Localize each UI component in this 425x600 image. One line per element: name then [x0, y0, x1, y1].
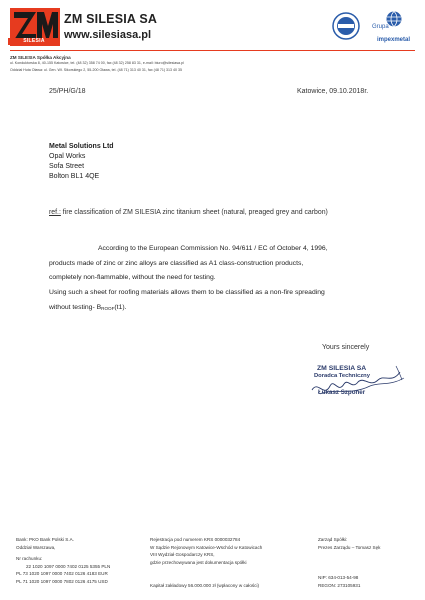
stamp-person: Łukasz Szponer	[318, 389, 366, 396]
certification-badge-icon	[332, 12, 360, 40]
bank-details	[16, 536, 110, 585]
regon-id: REGON: 273105931	[318, 582, 361, 588]
stamp-company: ZM SILESIA SA	[317, 365, 367, 372]
body-line: products made of zinc or zinc alloys are classified as A1 class-construction products,	[49, 260, 304, 267]
recipient-address-line: Sofa Street	[49, 163, 85, 170]
recipient-address-line: Bolton BL1 4QE	[49, 173, 100, 180]
place-and-date: Katowice, 09.10.2018r.	[297, 88, 369, 95]
account-number: 22 1020 1097 0000 7402 0125 5355 PLN	[26, 563, 111, 569]
company-ids	[318, 574, 360, 589]
recipient-company: Metal Solutions Ltd	[49, 143, 114, 150]
account-number: PL 73 1020 1097 0000 7402 0126 4183 EUR	[16, 571, 108, 576]
branch-address: Oddział Huta Oława: ul. Gen. Wł. Sikorskiego 2, 55-200 Oława, tel. (48 71) 313 40 31, fax (48 71) 313 40 35	[10, 68, 182, 72]
body-line: completely non-flammable, without the need for testing.	[49, 274, 216, 281]
bank-branch: Oddział Warszawa,	[16, 544, 56, 550]
broof-subscript: ROOF	[101, 306, 115, 311]
board-president: Prezes Zarządu – Tomasz Sęk	[318, 544, 381, 550]
account-label: Nr rachunku:	[16, 556, 43, 561]
registry-details	[150, 536, 262, 566]
group-brand: impexmetal	[377, 37, 411, 43]
header-divider	[10, 50, 415, 51]
board-label: Zarząd Spółki:	[318, 537, 348, 542]
subject-text: fire classification of ZM SILESIA zinc titanium sheet (natural, preaged grey and carbon)	[60, 209, 328, 216]
signature-icon	[300, 360, 412, 410]
body-line-suffix: (t1).	[114, 304, 127, 311]
share-capital: Kapitał zakładowy 56.000.000 zł (wpłacony w całości)	[150, 583, 260, 588]
subject-prefix: ref.:	[49, 209, 61, 216]
registry-line: gdzie przechowywana jest dokumentacja spółki	[150, 559, 247, 565]
stamp-role: Doradca Techniczny	[314, 373, 370, 379]
board-details	[318, 536, 380, 551]
company-website: www.silesiasa.pl	[64, 29, 152, 41]
registry-line: Rejestracja pod numerem KRS 0000032784	[150, 537, 241, 542]
bank-name: Bank: PKO Bank Polski S.A.	[16, 537, 74, 542]
body-line	[49, 304, 127, 311]
registered-address: ul. Konduktorska 8, 40-155 Katowice, tel. (48 32) 358 74 00, fax (48 32) 258 83 31, e-mail: biuro@silesiasa.pl	[10, 61, 184, 65]
closing: Yours sincerely	[322, 344, 370, 351]
impexmetal-globe-icon	[386, 11, 402, 27]
logo-wordmark: SILESIA	[8, 38, 60, 45]
account-number: PL 71 1020 1097 0000 7802 0126 4175 USD	[16, 578, 108, 584]
registry-line: W Sądzie Rejonowym Katowice-Wschód w Katowicach	[150, 544, 263, 550]
company-name: ZM SILESIA SA	[64, 12, 158, 26]
body-line: Using such a sheet for roofing materials allows them to be classified as a non-fire spreading	[49, 289, 325, 296]
registered-name: ZM SILESIA Spółka Akcyjna	[10, 55, 71, 60]
group-label: Grupa	[372, 24, 389, 30]
body-line: According to the European Commission No. 94/611 / EC of October 4, 1996,	[98, 245, 328, 252]
body-line-prefix: without testing- B	[49, 304, 102, 311]
tax-id: NIP: 634-013-54-98	[318, 575, 359, 580]
subject-line	[49, 209, 328, 216]
reference-number: 25/PH/G/18	[49, 88, 86, 95]
recipient-address-line: Opal Works	[49, 153, 86, 160]
registry-line: VIII Wydział Gospodarczy KRS,	[150, 552, 215, 557]
